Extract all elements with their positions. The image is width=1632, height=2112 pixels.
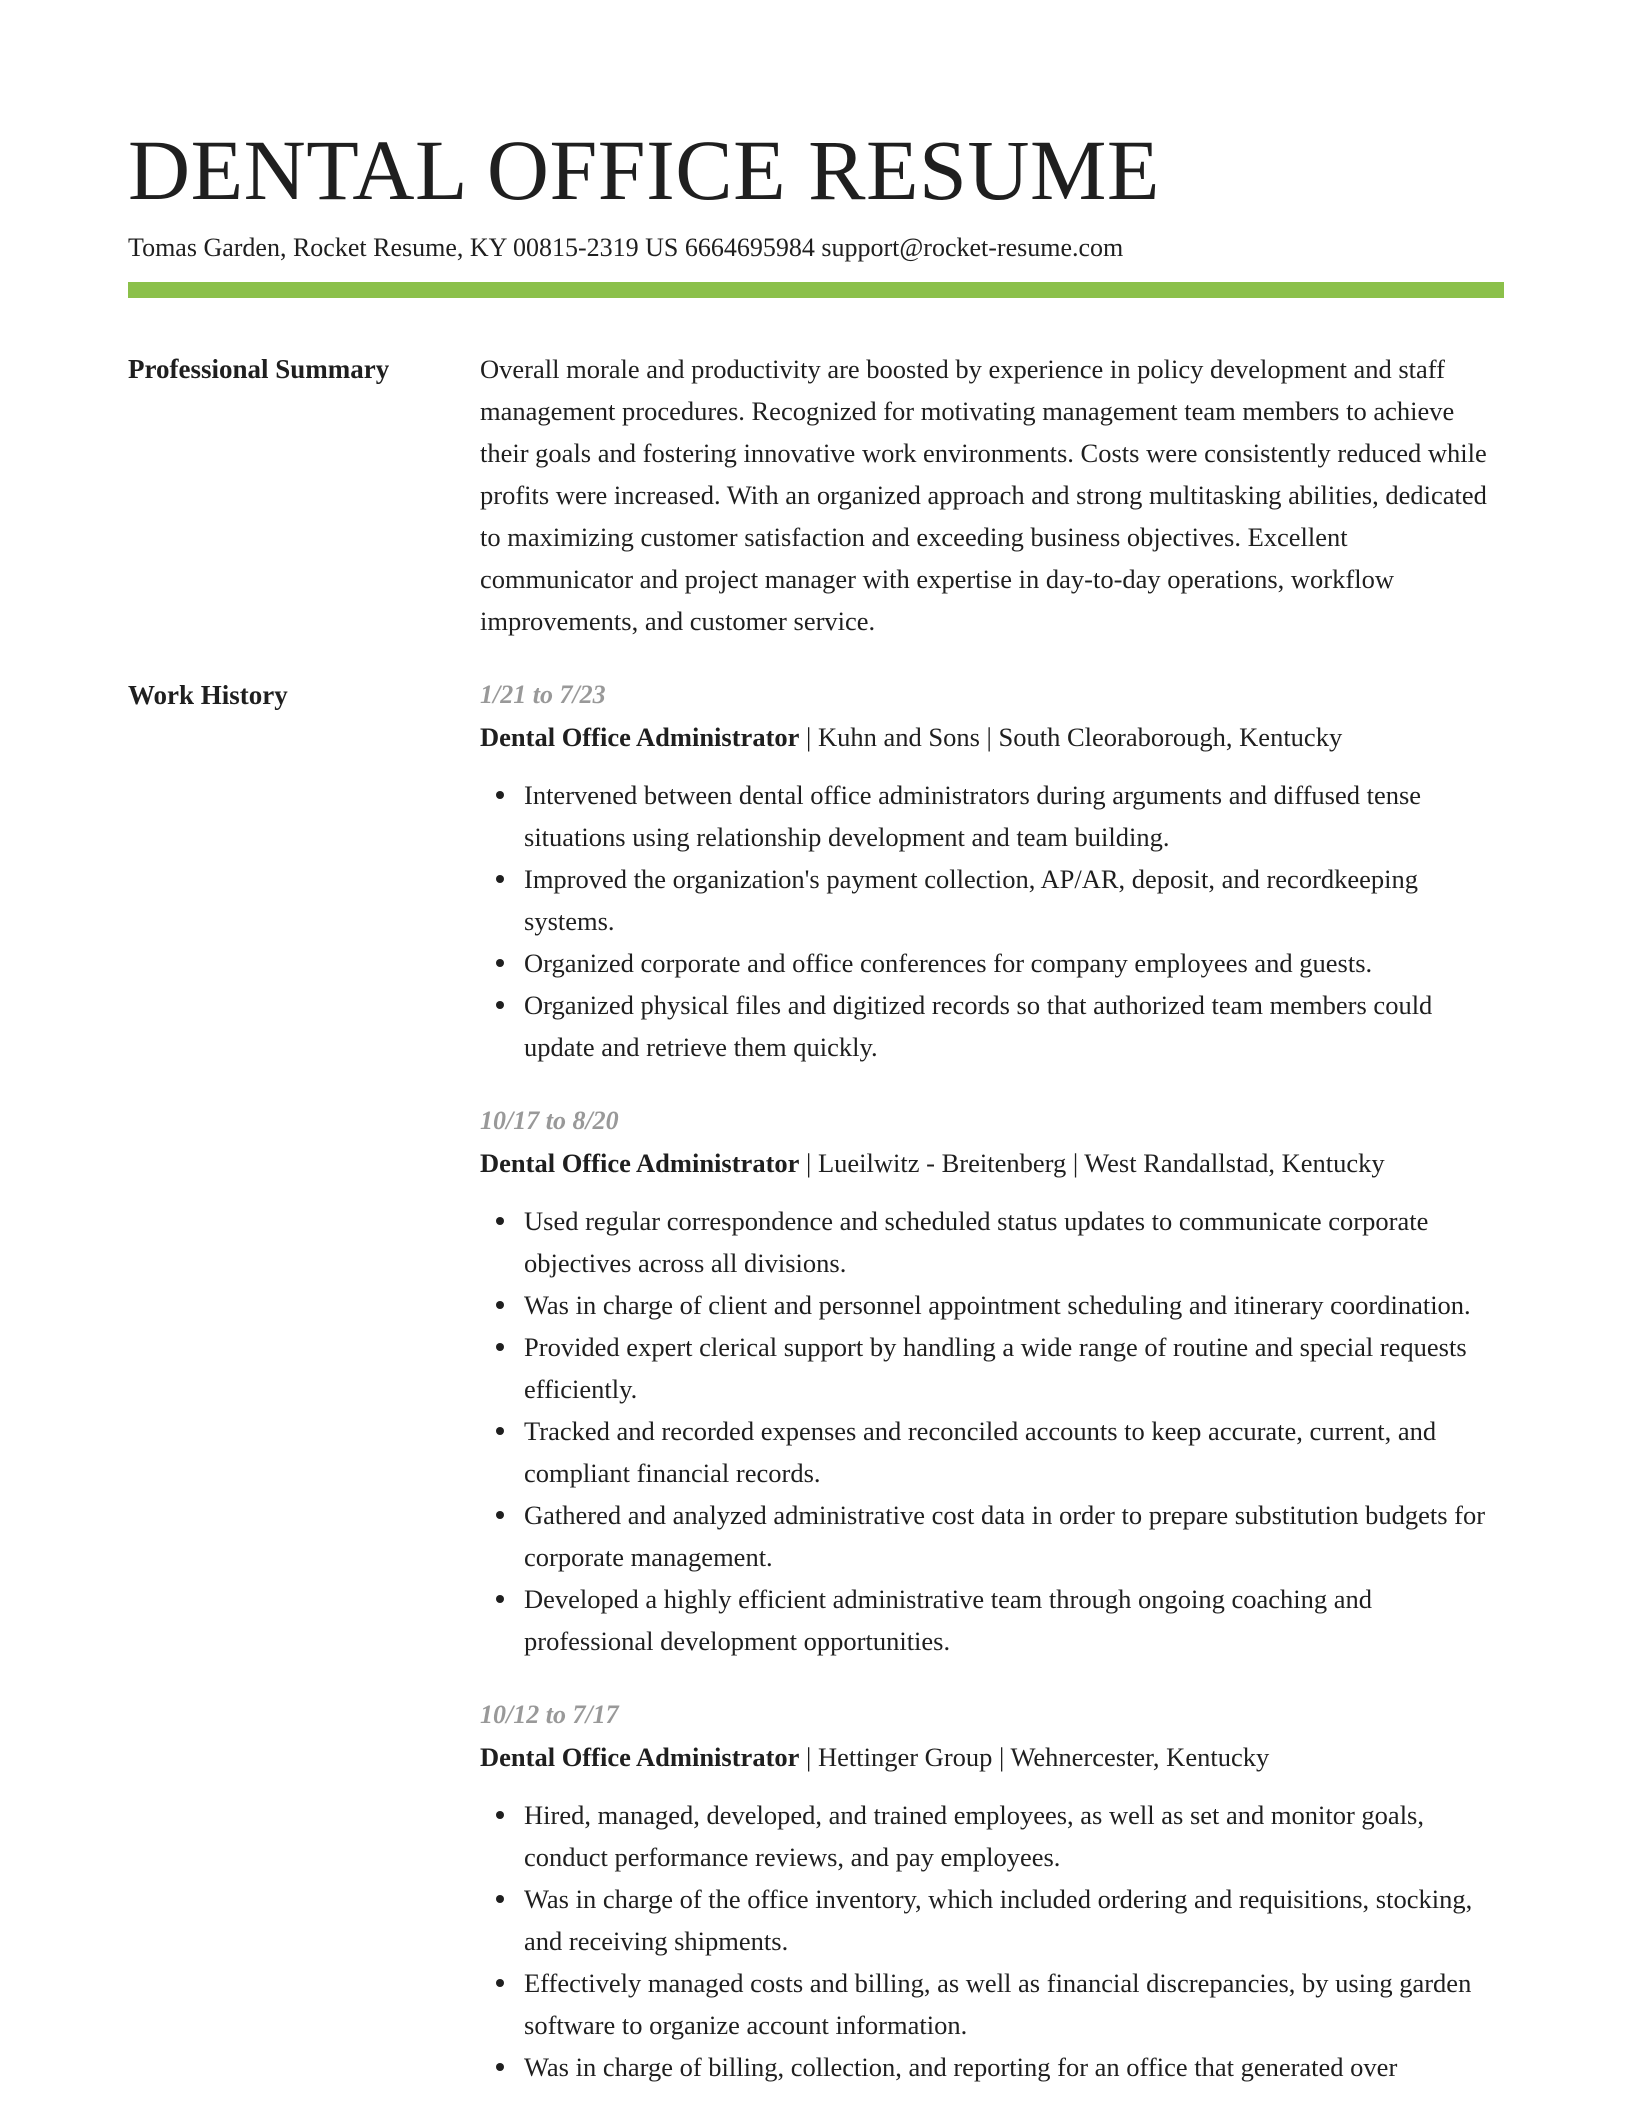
job-entry [480, 1694, 1504, 2088]
job-bullet: Was in charge of billing, collection, and reporting for an office that generated over [524, 2046, 1504, 2088]
summary-section [128, 348, 1504, 642]
job-dates: 10/17 to 8/20 [480, 1106, 619, 1135]
job-title: Dental Office Administrator [480, 1742, 800, 1772]
job-bullets [480, 774, 1504, 1068]
job-bullets [480, 1794, 1504, 2088]
job-dates: 10/12 to 7/17 [480, 1700, 619, 1729]
summary-body [480, 348, 1504, 642]
job-bullet: Was in charge of client and personnel appointment scheduling and itinerary coordination. [524, 1284, 1504, 1326]
job-entry [480, 1100, 1504, 1662]
work-history-section [128, 674, 1504, 2088]
contact-line [128, 230, 1504, 266]
job-bullet: Hired, managed, developed, and trained employees, as well as set and monitor goals, conduct performance reviews, and pay employees. [524, 1794, 1504, 1878]
job-bullet: Organized physical files and digitized records so that authorized team members could update and retrieve them quickly. [524, 984, 1504, 1068]
contact-phone: 6664695984 [684, 233, 815, 262]
job-bullet: Organized corporate and office conferences for company employees and guests. [524, 942, 1504, 984]
job-bullet: Developed a highly efficient administrative team through ongoing coaching and professional development opportunities. [524, 1578, 1504, 1662]
job-bullet: Was in charge of the office inventory, which included ordering and requisitions, stocking, and receiving shipments. [524, 1878, 1504, 1962]
job-bullets [480, 1200, 1504, 1662]
job-bullet: Tracked and recorded expenses and reconciled accounts to keep accurate, current, and compliant financial records. [524, 1410, 1504, 1494]
summary-heading: Professional Summary [128, 354, 390, 384]
job-title: Dental Office Administrator [480, 1148, 800, 1178]
job-bullet: Gathered and analyzed administrative cost data in order to prepare substitution budgets for corporate management. [524, 1494, 1504, 1578]
work-history-body [480, 674, 1504, 2088]
job-heading [480, 1736, 1504, 1778]
job-bullet: Improved the organization's payment collection, AP/AR, deposit, and recordkeeping systems. [524, 858, 1504, 942]
job-bullet: Effectively managed costs and billing, as well as financial discrepancies, by using garden software to organize account information. [524, 1962, 1504, 2046]
job-details: | Kuhn and Sons | South Cleoraborough, Kentucky [799, 722, 1343, 752]
summary-text: Overall morale and productivity are boosted by experience in policy development and staff management procedures. Recognized for motivating management team members to achieve their goals and fostering innovative work environments. Costs were consistently reduced while profits were increased. With an organized approach and strong multitasking abilities, dedicated to maximizing customer satisfaction and exceeding business objectives. Excellent communicator and project manager with expertise in day-to-day operations, workflow improvements, and customer service. [480, 354, 1487, 636]
job-dates: 1/21 to 7/23 [480, 680, 606, 709]
work-history-heading: Work History [128, 680, 288, 710]
resume-title: DENTAL OFFICE RESUME [128, 122, 1160, 218]
job-bullet: Provided expert clerical support by handling a wide range of routine and special requests efficiently. [524, 1326, 1504, 1410]
contact-email: support@rocket-resume.com [821, 233, 1124, 262]
job-heading [480, 1142, 1504, 1184]
job-bullet: Intervened between dental office administrators during arguments and diffused tense situations using relationship development and team building. [524, 774, 1504, 858]
job-bullet: Used regular correspondence and scheduled status updates to communicate corporate objectives across all divisions. [524, 1200, 1504, 1284]
job-details: | Hettinger Group | Wehnercester, Kentucky [799, 1742, 1270, 1772]
job-details: | Lueilwitz - Breitenberg | West Randallstad, Kentucky [799, 1148, 1385, 1178]
resume-page [128, 118, 1504, 2088]
job-title: Dental Office Administrator [480, 722, 800, 752]
contact-name-address: Tomas Garden, Rocket Resume, KY 00815-2319 US [128, 233, 679, 262]
job-entry [480, 674, 1504, 1068]
header-divider [128, 282, 1504, 298]
job-heading [480, 716, 1504, 758]
